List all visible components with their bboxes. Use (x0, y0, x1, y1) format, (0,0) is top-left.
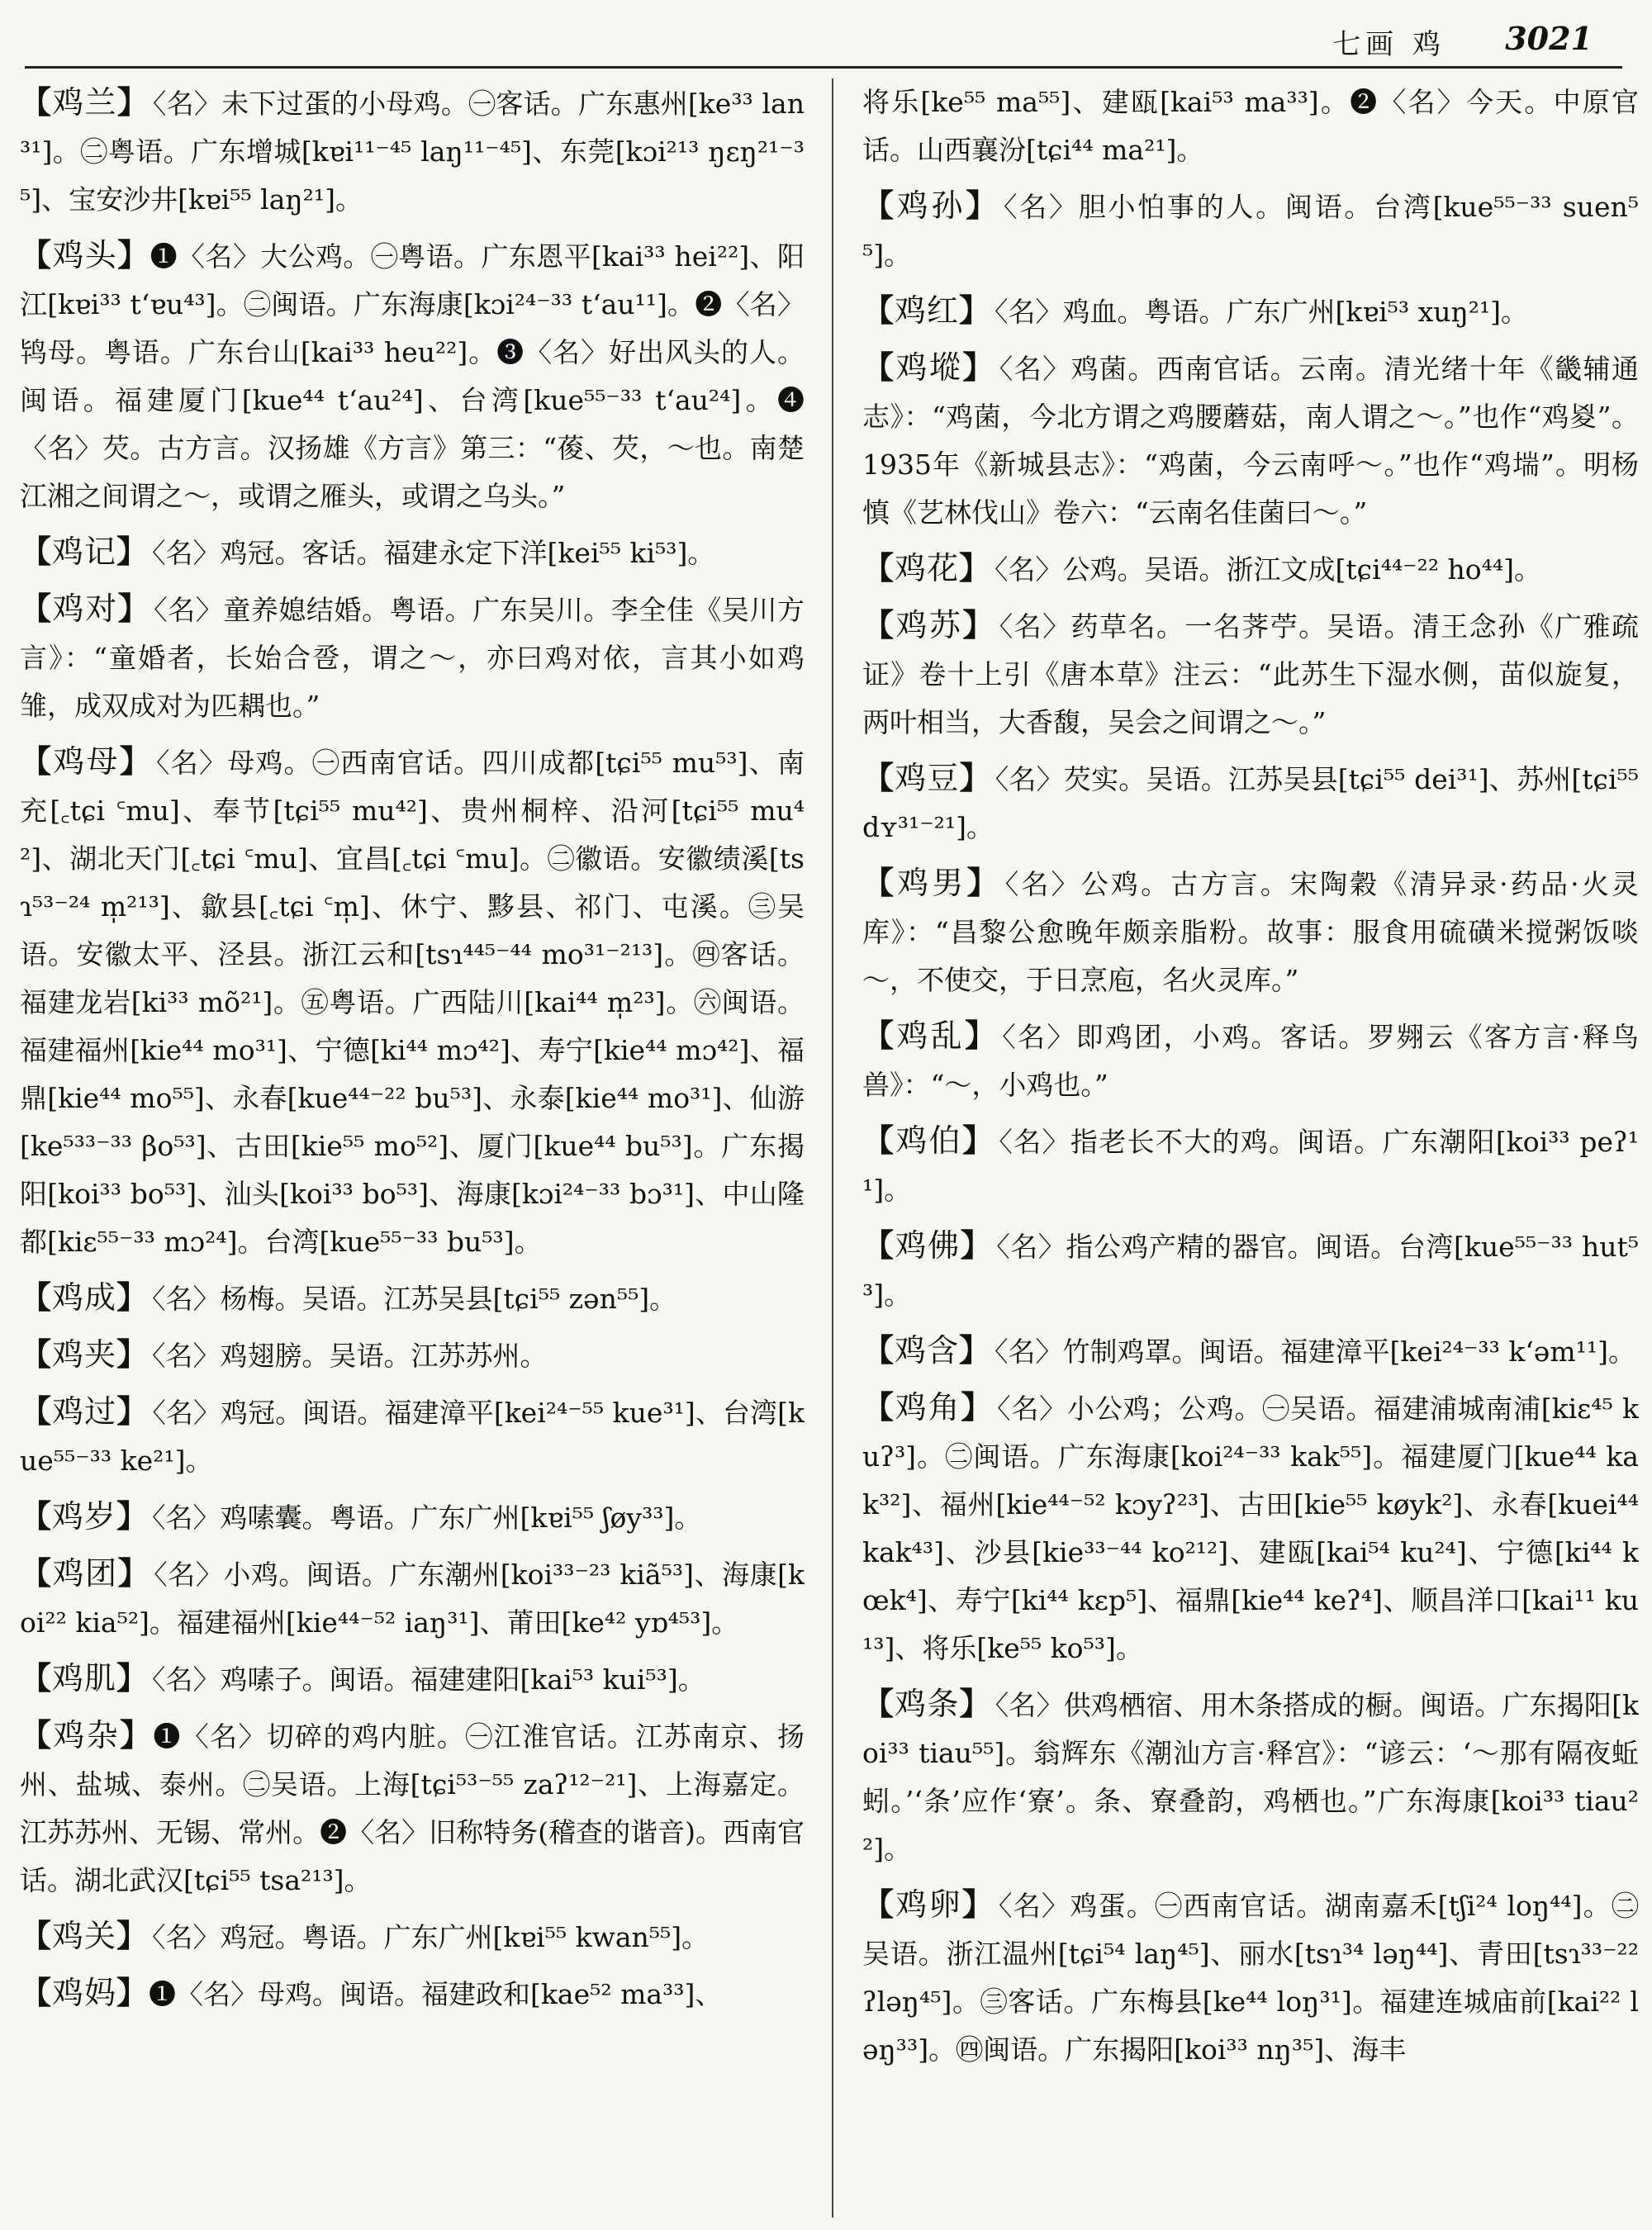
headword-bracket-close: 】 (964, 1017, 999, 1054)
dictionary-entry (862, 754, 1639, 852)
headword-text: 鸡佛 (895, 1227, 961, 1264)
entry-headword (862, 550, 991, 586)
dictionary-entry (20, 1711, 805, 1905)
dictionary-entry (862, 287, 1639, 336)
headword-bracket-open: 【 (20, 1336, 53, 1373)
headword-bracket-close: 】 (959, 549, 992, 586)
headword-text: 鸡含 (895, 1332, 960, 1369)
entry-headword (20, 1279, 149, 1316)
headword-bracket-close: 】 (119, 743, 153, 780)
headword-bracket-open: 【 (862, 187, 897, 224)
headword-bracket-close: 】 (116, 1336, 150, 1373)
headword-text: 鸡㙡 (895, 349, 963, 386)
dictionary-entry (862, 344, 1639, 537)
entry-headword (862, 865, 1002, 901)
headword-bracket-open: 【 (20, 1554, 53, 1592)
headword-bracket-close: 】 (116, 83, 150, 121)
dictionary-entry (20, 1654, 805, 1704)
entry-headword (20, 1717, 153, 1753)
part-of-speech: 〈名〉 (997, 1393, 1067, 1425)
headword-text: 鸡条 (895, 1686, 960, 1722)
entry-headword (862, 1886, 995, 1923)
entry-definition: 公鸡。古方言。宋陶穀《清异录·药品·火灵库》：“昌黎公愈晚年颇亲脂粉。故事：服食用硫磺米搅粥饭啖～，不使交，于日烹庖，名火灵库。” (862, 868, 1639, 996)
dictionary-entry (20, 1331, 805, 1380)
headword-bracket-close: 】 (116, 1974, 150, 2011)
entry-definition: ❶〈名〉切碎的鸡内脏。㊀江淮官话。江苏南京、扬州、盐城、泰州。㊁吴语。上海[tɕi⁵³⁻⁵⁵ zaʔ¹²⁻²¹]、上海嘉定。江苏苏州、无锡、常州。❷〈名〉旧称特务(稽查的谐音)。西南官话。湖北武汉[tɕi⁵⁵ tsa²¹³]。 (20, 1720, 805, 1896)
entry-definition: 胆小怕事的人。闽语。台湾[kue⁵⁵⁻³³ suen⁵⁵]。 (862, 191, 1639, 271)
entry-headword (20, 1336, 149, 1373)
headword-bracket-close: 】 (962, 1122, 996, 1159)
headword-bracket-open: 【 (20, 533, 53, 570)
headword-bracket-close: 】 (116, 1497, 150, 1535)
part-of-speech: 〈名〉 (999, 1890, 1070, 1922)
headword-bracket-open: 【 (20, 83, 53, 121)
dictionary-entry (862, 1326, 1639, 1376)
headword-text: 鸡记 (52, 534, 117, 570)
entry-definition: ❶〈名〉母鸡。闽语。福建政和[kae⁵² ma³³]、 (149, 1978, 723, 2010)
entry-definition: 竹制鸡罩。闽语。福建漳平[kei²⁴⁻³³ kʻəm¹¹]。 (1062, 1336, 1635, 1368)
entry-definition: 鸡菌。西南官话。云南。清光绪十年《畿辅通志》：“鸡菌，今北方谓之鸡腰蘑菇，南人谓之～。”也作“鸡㚇”。1935年《新城县志》：“鸡菌，今云南呼～。”也作“鸡㙐”。明杨慎《艺林伐山》卷六：“云南名佳菌曰～。” (862, 353, 1639, 529)
part-of-speech: 〈名〉 (152, 1663, 221, 1696)
dictionary-entry (862, 1222, 1639, 1319)
headword-bracket-close: 】 (116, 1279, 150, 1316)
headword-text: 鸡兰 (52, 84, 117, 121)
dictionary-entry (862, 182, 1639, 279)
headword-bracket-open: 【 (20, 1716, 54, 1753)
headword-text: 鸡乱 (896, 1018, 965, 1054)
headword-text: 鸡团 (52, 1555, 118, 1592)
entry-definition: 未下过蛋的小母鸡。㊀客话。广东惠州[ke³³ lan³¹]。㊁粤语。广东增城[kɐi¹¹⁻⁴⁵ laŋ¹¹⁻⁴⁵]、东莞[kɔi²¹³ ŋɛŋ²¹⁻³⁵]、宝安沙井[kɐi⁵⁵ laŋ²¹]。 (20, 88, 805, 216)
headword-text: 鸡关 (52, 1918, 117, 1954)
entry-headword (862, 292, 991, 329)
dictionary-entry (862, 1881, 1639, 2074)
entry-headword (20, 534, 149, 570)
entry-definition: 鸡冠。粤语。广东广州[kɐi⁵⁵ kwan⁵⁵]。 (220, 1921, 710, 1953)
entry-definition: 指公鸡产精的器官。闽语。台湾[kue⁵⁵⁻³³ hut⁵³]。 (862, 1231, 1639, 1311)
dictionary-entry (862, 78, 1639, 174)
headword-bracket-open: 【 (20, 1659, 53, 1696)
headword-bracket-close: 】 (959, 759, 992, 796)
headword-text: 鸡成 (52, 1279, 117, 1316)
headword-text: 鸡伯 (895, 1122, 963, 1159)
headword-bracket-open: 【 (20, 1279, 53, 1316)
headword-bracket-open: 【 (862, 1388, 895, 1426)
headword-bracket-open: 【 (862, 549, 895, 586)
part-of-speech: 〈名〉 (1004, 868, 1081, 900)
part-of-speech: 〈名〉 (999, 353, 1071, 385)
entry-definition: 杨梅。吴语。江苏吴县[tɕi⁵⁵ zən⁵⁵]。 (220, 1283, 677, 1315)
headword-bracket-open: 【 (862, 1226, 895, 1264)
left-column (20, 78, 805, 2218)
headword-text: 鸡头 (52, 237, 118, 273)
headword-bracket-open: 【 (20, 1974, 53, 2011)
entry-headword (20, 591, 150, 627)
dictionary-entry (20, 1969, 805, 2019)
headword-text: 鸡妈 (52, 1975, 117, 2011)
entry-headword (862, 1018, 999, 1054)
part-of-speech: 〈名〉 (152, 1340, 221, 1372)
entry-definition: 指老长不大的鸡。闽语。广东潮阳[koi³³ peʔ¹¹]。 (862, 1126, 1639, 1206)
entry-headword (862, 1686, 992, 1722)
headword-bracket-close: 】 (116, 1917, 150, 1954)
headword-text: 鸡过 (52, 1393, 117, 1430)
entry-definition: 母鸡。㊀西南官话。四川成都[tɕi⁵⁵ mu⁵³]、南充[꜀tɕi ꜂mu]、奉节[tɕi⁵⁵ mu⁴²]、贵州桐梓、沿河[tɕi⁵⁵ mu⁴²]、湖北天门[꜀tɕi ꜂mu]、宜昌[꜀tɕi ꜂mu]。㊁徽语。安徽绩溪[tsɿ⁵³⁻²⁴ m̩²¹³]、歙县[꜀tɕi ꜂m̩]、休宁、黟县、祁门、屯溪。㊂吴语。安徽太平、泾县。浙江云和[tsɿ⁴⁴⁵⁻⁴⁴ mo³¹⁻²¹³]。㊃客话。福建龙岩[ki³³ mõ²¹]。㊄粤语。广西陆川[kai⁴⁴ m̩²³]。㊅闽语。福建福州[kie⁴⁴ mo³¹]、宁德[ki⁴⁴ mɔ⁴²]、寿宁[kie⁴⁴ mɔ⁴²]、福鼎[kie⁴⁴ mo⁵⁵]、永春[kue⁴⁴⁻²² bu⁵³]、永泰[kie⁴⁴ mo³¹]、仙游[ke⁵³³⁻³³ βo⁵³]、古田[kie⁵⁵ mo⁵²]、厦门[kue⁴⁴ bu⁵³]。广东揭阳[koi³³ bo⁵³]、汕头[koi³³ bo⁵³]、海康[kɔi²⁴⁻³³ bɔ³¹]、中山隆都[kiɛ⁵⁵⁻³³ mɔ²⁴]。台湾[kue⁵⁵⁻³³ bu⁵³]。 (20, 747, 805, 1258)
dictionary-entry (862, 544, 1639, 594)
entry-definition: 即鸡团，小鸡。客话。罗翙云《客方言·释鸟兽》：“～，小鸡也。” (862, 1021, 1639, 1101)
part-of-speech: 〈名〉 (155, 747, 228, 779)
entry-headword (20, 1498, 149, 1535)
entry-headword (862, 1227, 993, 1264)
headword-text: 鸡花 (895, 550, 960, 586)
headword-bracket-close: 】 (117, 236, 150, 273)
headword-bracket-close: 】 (966, 864, 1002, 901)
dictionary-entry (862, 1012, 1639, 1109)
part-of-speech: 〈名〉 (995, 763, 1064, 795)
part-of-speech: 〈名〉 (154, 1559, 224, 1591)
entry-definition: 鸡冠。客话。福建永定下洋[kei⁵⁵ ki⁵³]。 (220, 537, 715, 569)
headword-bracket-open: 【 (20, 743, 54, 780)
headword-text: 鸡红 (895, 292, 960, 329)
headword-bracket-open: 【 (862, 292, 895, 329)
headword-bracket-open: 【 (862, 864, 898, 901)
headword-text: 鸡孙 (896, 187, 966, 224)
headword-text: 鸡卵 (895, 1886, 962, 1923)
entry-headword (862, 607, 996, 643)
headword-text: 鸡母 (53, 743, 120, 780)
headword-bracket-open: 【 (20, 1393, 53, 1430)
headword-text: 鸡角 (895, 1389, 961, 1426)
entry-definition: 鸡蛋。㊀西南官话。湖南嘉禾[tʃi²⁴ loŋ⁴⁴]。㊁吴语。浙江温州[tɕi⁵⁴ laŋ⁴⁵]、丽水[tsɿ³⁴ ləŋ⁴⁴]、青田[tsɿ³³⁻²² ʔləŋ⁴⁵]。㊂客话。广东梅县[ke⁴⁴ loŋ³¹]。福建连城庙前[kai²² ləŋ³³]。㊃闽语。广东揭阳[koi³³ nŋ³⁵]、海丰 (862, 1890, 1639, 2066)
dictionary-entry (862, 859, 1639, 1004)
dictionary-entry (20, 528, 805, 577)
headword-bracket-close: 】 (116, 1393, 150, 1430)
entry-headword (20, 237, 150, 273)
column-divider (832, 78, 833, 2218)
headword-bracket-open: 【 (20, 590, 53, 627)
entry-definition: ❶〈名〉大公鸡。㊀粤语。广东恩平[kai³³ hei²²]、阳江[kɐi³³ tʻɐu⁴³]。㊁闽语。广东海康[kɔi²⁴⁻³³ tʻau¹¹]。❷〈名〉鸨母。粤语。广东台山[kai³³ heu²²]。❸〈名〉好出风头的人。闽语。福建厦门[kue⁴⁴ tʻau²⁴]、台湾[kue⁵⁵⁻³³ tʻau²⁴]。❹〈名〉芡。古方言。汉扬雄《方言》第三：“葰、芡，～也。南楚江湘之间谓之～，或谓之雁头，或谓之乌头。” (20, 240, 805, 512)
headword-bracket-open: 【 (862, 606, 896, 643)
headword-bracket-open: 【 (862, 1122, 896, 1159)
headword-bracket-close: 】 (959, 1331, 992, 1369)
dictionary-entry (20, 231, 805, 520)
headword-text: 鸡对 (52, 591, 118, 627)
headword-text: 鸡男 (897, 865, 967, 901)
entry-headword (20, 1918, 149, 1954)
entry-definition: 供鸡栖宿、用木条搭成的橱。闽语。广东揭阳[koi³³ tiau⁵⁵]。翁辉东《潮汕方言·释宫》：“谚云：‘～那有隔夜蚯蚓。’‘条’应作‘寮’。条、寮叠韵，鸡栖也。”广东海康[koi³³ tiau²²]。 (862, 1689, 1639, 1865)
entry-headword (20, 743, 153, 780)
entry-definition: 鸡嗉囊。粤语。广东广州[kɐi⁵⁵ ʃøy³³]。 (220, 1502, 702, 1534)
headword-bracket-open: 【 (862, 349, 896, 386)
headword-bracket-close: 】 (959, 292, 992, 329)
part-of-speech: 〈名〉 (152, 537, 221, 569)
entry-headword (862, 1332, 991, 1369)
headword-bracket-close: 】 (966, 187, 1000, 224)
dictionary-entry (862, 601, 1639, 747)
entry-definition: 公鸡。吴语。浙江文成[tɕi⁴⁴⁻²² ho⁴⁴]。 (1062, 553, 1541, 586)
entry-headword (20, 1975, 149, 2011)
right-column (862, 78, 1639, 2218)
headword-bracket-close: 】 (959, 1685, 992, 1722)
headword-text: 鸡苏 (895, 607, 963, 643)
part-of-speech: 〈名〉 (152, 1921, 221, 1953)
headword-text: 鸡夹 (52, 1336, 117, 1373)
entry-headword (862, 760, 992, 796)
headword-text: 鸡岁 (52, 1498, 117, 1535)
headword-bracket-close: 】 (117, 1554, 151, 1592)
header-rule (25, 66, 1622, 69)
entry-definition: 小鸡。闽语。广东潮州[koi³³⁻²³ kiã⁵³]、海康[koi²² kia⁵²]。福建福州[kie⁴⁴⁻⁵² iaŋ³¹]、莆田[ke⁴² yɒ⁴⁵³]。 (20, 1559, 805, 1639)
part-of-speech: 〈名〉 (999, 610, 1071, 643)
part-of-speech: 〈名〉 (1003, 191, 1079, 223)
page-header (0, 0, 1652, 61)
part-of-speech: 〈名〉 (996, 1231, 1066, 1263)
part-of-speech: 〈名〉 (152, 88, 222, 120)
entry-definition: 小公鸡；公鸡。㊀吴语。福建浦城南浦[kiɛ⁴⁵ kuʔ³]。㊁闽语。广东海康[koi²⁴⁻³³ kak⁵⁵]。福建厦门[kue⁴⁴ kak³²]、福州[kie⁴⁴⁻⁵² kɔyʔ²³]、古田[kie⁵⁵ køyk²]、永春[kuei⁴⁴ kak⁴³]、沙县[kie³³⁻⁴⁴ ko²¹²]、建瓯[kai⁵⁴ ku²⁴]、宁德[ki⁴⁴ kœk⁴]、寿宁[ki⁴⁴ kɛp⁵]、福鼎[kie⁴⁴ keʔ⁴]、顺昌洋口[kai¹¹ ku¹³]、将乐[ke⁵⁵ ko⁵³]。 (862, 1393, 1639, 1664)
headword-bracket-close: 】 (116, 1659, 150, 1696)
entry-headword (862, 349, 996, 386)
part-of-speech: 〈名〉 (999, 1126, 1070, 1158)
entry-definition: 芡实。吴语。江苏吴县[tɕi⁵⁵ dei³¹]、苏州[tɕi⁵⁵ dʏ³¹⁻²¹]。 (862, 763, 1639, 843)
headword-bracket-close: 】 (961, 1388, 995, 1426)
headword-bracket-close: 】 (960, 1226, 994, 1264)
entry-headword (862, 1389, 994, 1426)
entry-headword (862, 187, 1000, 224)
entry-headword (20, 1393, 149, 1430)
headword-bracket-close: 】 (961, 1886, 996, 1923)
dictionary-entry (20, 1492, 805, 1542)
dictionary-entry (862, 1383, 1639, 1672)
dictionary-entry (20, 585, 805, 730)
entry-definition: 童养媳结婚。粤语。广东吴川。李全佳《吴川方言》：“童婚者，长始合卺，谓之～，亦曰鸡对依，言其小如鸡雏，成双成对为匹耦也。” (20, 594, 805, 722)
headword-text: 鸡杂 (53, 1717, 121, 1753)
entry-headword (20, 84, 150, 121)
part-of-speech: 〈名〉 (995, 1689, 1064, 1721)
headword-bracket-open: 【 (862, 759, 895, 796)
part-of-speech: 〈名〉 (152, 1502, 221, 1534)
running-title: 七画 鸡 (1332, 28, 1446, 61)
dictionary-entry (862, 1680, 1639, 1873)
part-of-speech: 〈名〉 (152, 1283, 221, 1315)
dictionary-entry (20, 1388, 805, 1485)
headword-bracket-close: 】 (962, 606, 996, 643)
headword-text: 鸡肌 (52, 1660, 117, 1696)
dictionary-entry (20, 1274, 805, 1323)
headword-bracket-close: 】 (116, 533, 150, 570)
entry-definition: 将乐[ke⁵⁵ ma⁵⁵]、建瓯[kai⁵³ ma³³]。❷〈名〉今天。中原官话。山西襄汾[tɕi⁴⁴ ma²¹]。 (862, 86, 1639, 166)
part-of-speech: 〈名〉 (995, 553, 1063, 586)
entry-definition: 鸡血。粤语。广东广州[kɐi⁵³ xuŋ²¹]。 (1062, 296, 1529, 328)
entry-headword (20, 1660, 149, 1696)
headword-bracket-open: 【 (862, 1017, 897, 1054)
part-of-speech: 〈名〉 (152, 1397, 221, 1429)
dictionary-entry (20, 1549, 805, 1647)
headword-bracket-open: 【 (20, 1497, 53, 1535)
headword-bracket-open: 【 (20, 1917, 53, 1954)
entry-headword (20, 1555, 150, 1592)
dictionary-entry (20, 78, 805, 224)
headword-bracket-open: 【 (862, 1886, 896, 1923)
page-number: 3021 (1505, 20, 1593, 57)
headword-bracket-open: 【 (862, 1331, 895, 1369)
headword-bracket-open: 【 (862, 1685, 895, 1722)
headword-bracket-open: 【 (20, 236, 53, 273)
part-of-speech: 〈名〉 (995, 296, 1063, 328)
part-of-speech: 〈名〉 (1002, 1021, 1076, 1053)
headword-bracket-close: 】 (117, 590, 151, 627)
part-of-speech: 〈名〉 (995, 1336, 1063, 1368)
entry-definition: 鸡冠。闽语。福建漳平[kei²⁴⁻⁵⁵ kue³¹]、台湾[kue⁵⁵⁻³³ ke²¹]。 (20, 1397, 805, 1477)
headword-text: 鸡豆 (895, 760, 960, 796)
entry-definition: 鸡翅膀。吴语。江苏苏州。 (220, 1340, 548, 1372)
dictionary-entry (20, 1912, 805, 1962)
entry-definition: 药草名。一名荠苧。吴语。清王念孙《广雅疏证》卷十上引《唐本草》注云：“此苏生下湿水侧，苗似旋复，两叶相当，大香馥，吴会之间谓之～。” (862, 610, 1639, 738)
headword-bracket-close: 】 (962, 349, 996, 386)
dictionary-entry (862, 1117, 1639, 1214)
headword-bracket-close: 】 (120, 1716, 154, 1753)
dictionary-entry (20, 738, 805, 1266)
entry-headword (862, 1122, 995, 1159)
entry-definition: 鸡嗉子。闽语。福建建阳[kai⁵³ kui⁵³]。 (220, 1663, 705, 1696)
part-of-speech: 〈名〉 (154, 594, 224, 626)
